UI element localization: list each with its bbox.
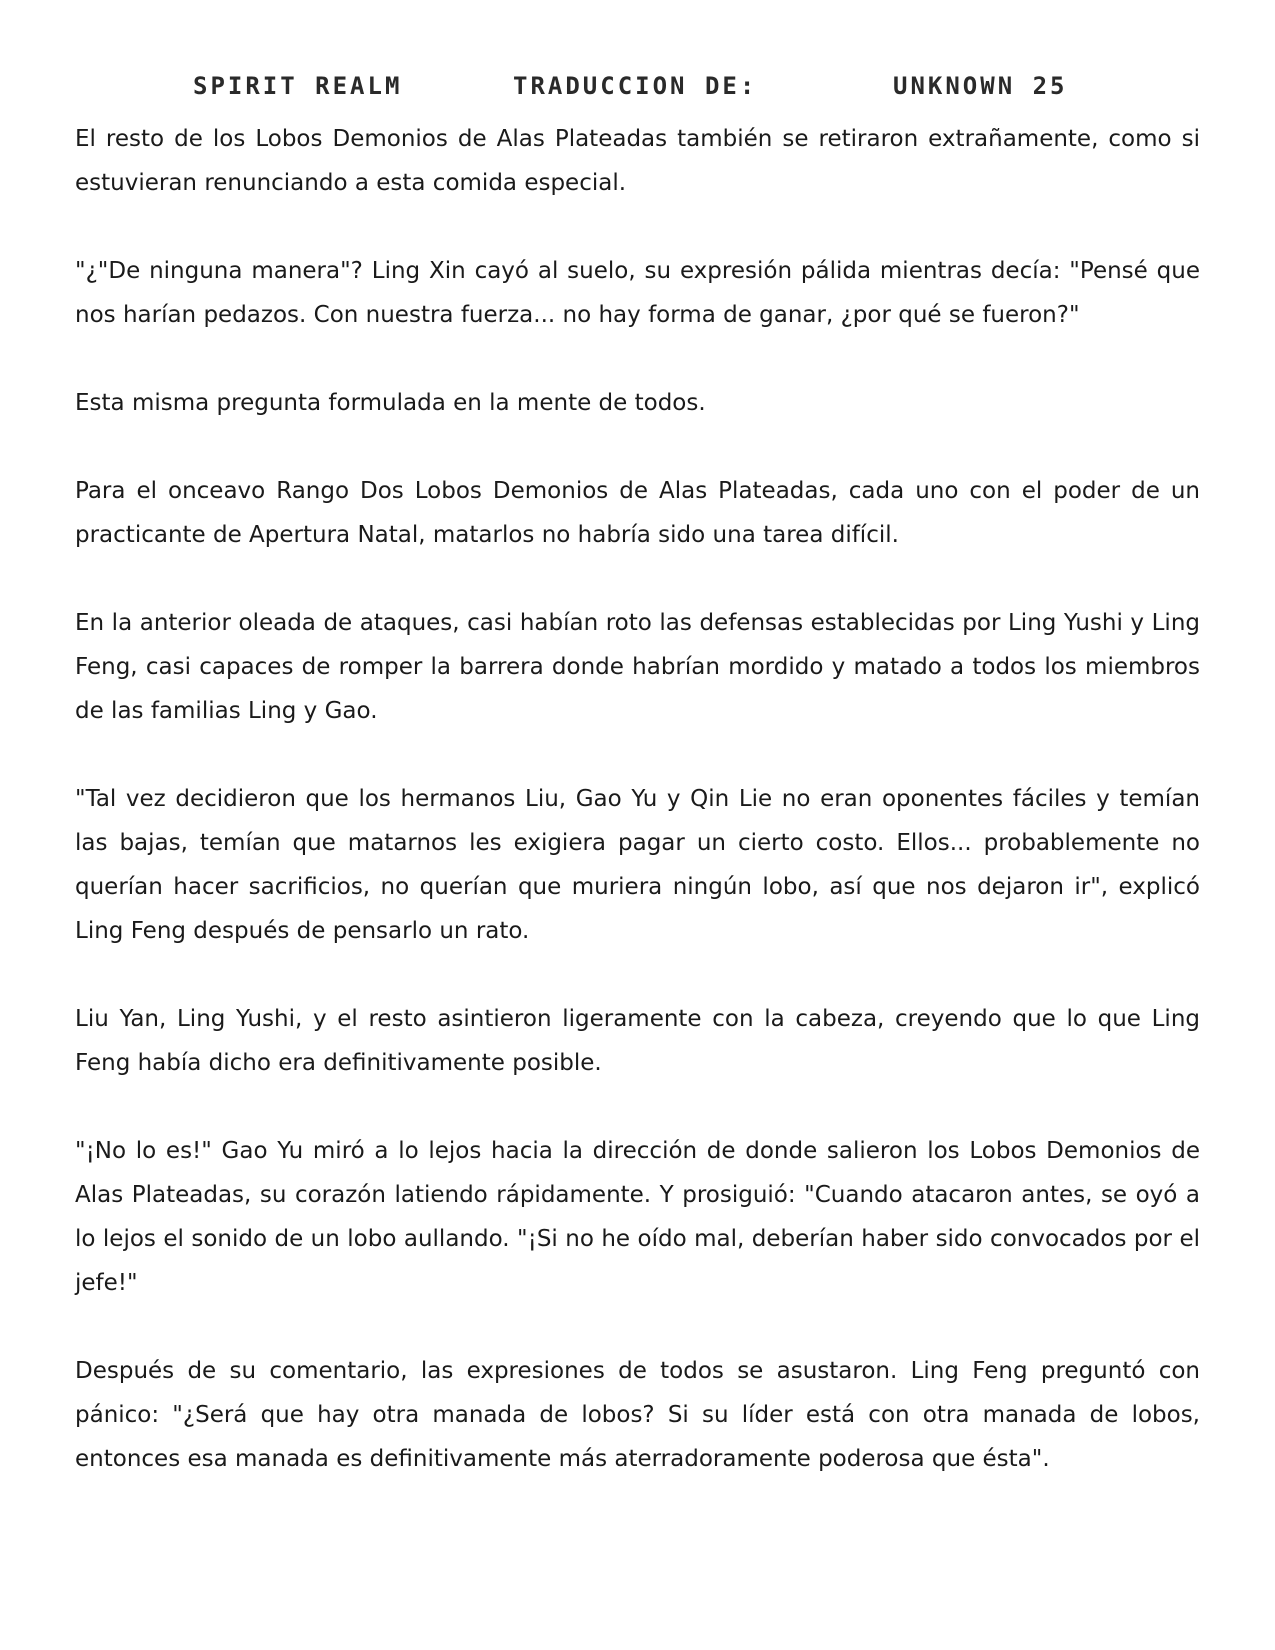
header-series-title: SPIRIT REALM: [193, 72, 403, 100]
paragraph: Después de su comentario, las expresiones de todos se asustaron. Ling Feng preguntó con pánico: "¿Será que hay otra manada de lobos? Si su líder está con otra manada de lobos, entonces esa manada es definitivamente más aterradoramente poderosa que ésta".: [75, 1358, 1200, 1472]
paragraph: Liu Yan, Ling Yushi, y el resto asintieron ligeramente con la cabeza, creyendo que lo que Ling Feng había dicho era definitivamente posible.: [75, 1006, 1200, 1076]
paragraph: "¿"De ninguna manera"? Ling Xin cayó al suelo, su expresión pálida mientras decía: "Pensé que nos harían pedazos. Con nuestra fuerza... no hay forma de ganar, ¿por qué se fueron?": [75, 258, 1200, 328]
paragraph: "¡No lo es!" Gao Yu miró a lo lejos hacia la dirección de donde salieron los Lobos Demonios de Alas Plateadas, su corazón latiendo rápidamente. Y prosiguió: "Cuando atacaron antes, se oyó a lo lejos el sonido de un lobo aullando. "¡Si no he oído mal, deberían haber sido convocados por el jefe!": [75, 1138, 1200, 1296]
paragraph: "Tal vez decidieron que los hermanos Liu, Gao Yu y Qin Lie no eran oponentes fáciles y temían las bajas, temían que matarnos les exigiera pagar un cierto costo. Ellos... probablemente no querían hacer sacrificios, no querían que muriera ningún lobo, así que nos dejaron ir", explicó Ling Feng después de pensarlo un rato.: [75, 786, 1200, 944]
document-body: [75, 117, 1200, 1525]
header-translation-label: TRADUCCION DE:: [513, 72, 758, 100]
header-translator-name: UNKNOWN 25: [893, 72, 1068, 100]
paragraph: El resto de los Lobos Demonios de Alas Plateadas también se retiraron extrañamente, como si estuvieran renunciando a esta comida especial.: [75, 126, 1200, 196]
paragraph: Esta misma pregunta formulada en la mente de todos.: [75, 390, 706, 416]
page-header: [0, 72, 1275, 106]
paragraph: En la anterior oleada de ataques, casi habían roto las defensas establecidas por Ling Yushi y Ling Feng, casi capaces de romper la barrera donde habrían mordido y matado a todos los miembros de las familias Ling y Gao.: [75, 610, 1200, 724]
paragraph: Para el onceavo Rango Dos Lobos Demonios de Alas Plateadas, cada uno con el poder de un practicante de Apertura Natal, matarlos no habría sido una tarea difícil.: [75, 478, 1200, 548]
